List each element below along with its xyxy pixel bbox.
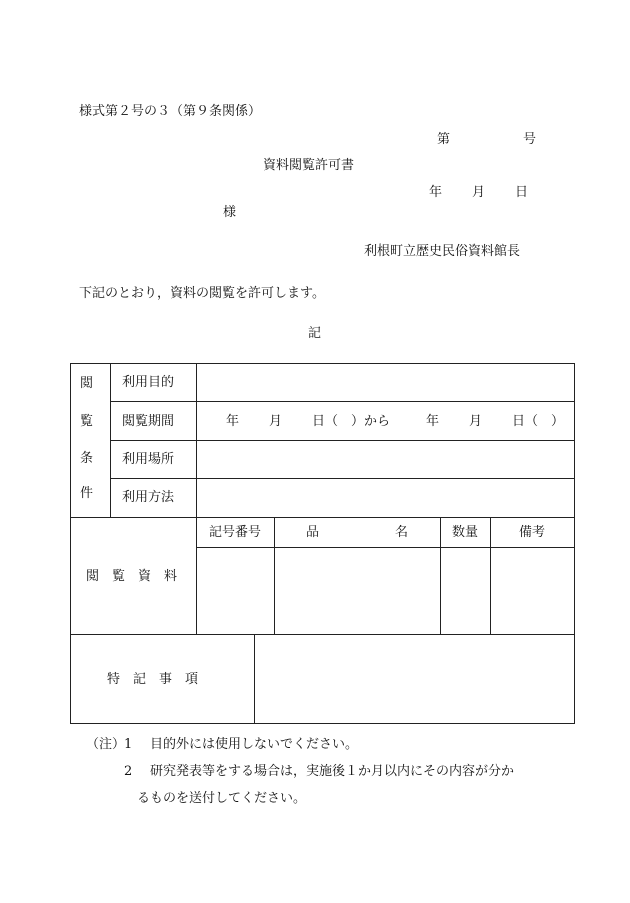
column-item-right: 名 <box>395 525 409 540</box>
conditions-label-char: 閲 <box>80 376 94 391</box>
recipient-sama: 様 <box>223 205 237 220</box>
note-text: 研究発表等をする場合は，実施後１か月以内にその内容が分か <box>150 764 515 779</box>
period-to-year: 年 <box>426 414 440 429</box>
document-title: 資料閲覧許可書 <box>263 158 355 173</box>
note-number: 1 <box>124 737 133 752</box>
row-label-period: 閲覧期間 <box>122 414 175 429</box>
date-month: 月 <box>472 185 486 200</box>
row-label-method: 利用方法 <box>122 490 175 505</box>
column-item-left: 品 <box>306 525 320 540</box>
ki-label: 記 <box>308 326 322 341</box>
note-text: 目的外には使用しないでください。 <box>150 737 359 752</box>
period-to-month: 月 <box>469 414 483 429</box>
period-from-month: 月 <box>269 414 283 429</box>
column-quantity: 数量 <box>452 525 479 540</box>
row-label-purpose: 利用目的 <box>122 375 175 390</box>
intro-text: 下記のとおり，資料の閲覧を許可します。 <box>79 286 325 301</box>
doc-number-dai: 第 <box>437 132 451 147</box>
issuer: 利根町立歴史民俗資料館長 <box>364 244 521 259</box>
special-notes-label: 特 記 事 項 <box>107 672 199 687</box>
column-remarks: 備考 <box>519 525 546 540</box>
period-from-year: 年 <box>226 414 240 429</box>
conditions-label-char: 件 <box>80 486 94 501</box>
row-label-place: 利用場所 <box>122 452 175 467</box>
column-code: 記号番号 <box>209 525 262 540</box>
note-text-continuation: るものを送付してください。 <box>137 791 307 806</box>
period-to-day: 日（ ） <box>512 414 565 429</box>
form-number: 様式第２号の３（第９条関係） <box>79 104 262 119</box>
conditions-label-char: 覧 <box>80 414 94 429</box>
doc-number-go: 号 <box>523 132 537 147</box>
date-year: 年 <box>429 185 443 200</box>
conditions-label-char: 条 <box>80 451 94 466</box>
period-from-day: 日（ ）から <box>312 414 391 429</box>
notes-prefix: （注） <box>86 737 126 752</box>
note-number: 2 <box>124 764 133 779</box>
date-day: 日 <box>515 185 529 200</box>
materials-label: 閲 覧 資 料 <box>86 569 178 584</box>
